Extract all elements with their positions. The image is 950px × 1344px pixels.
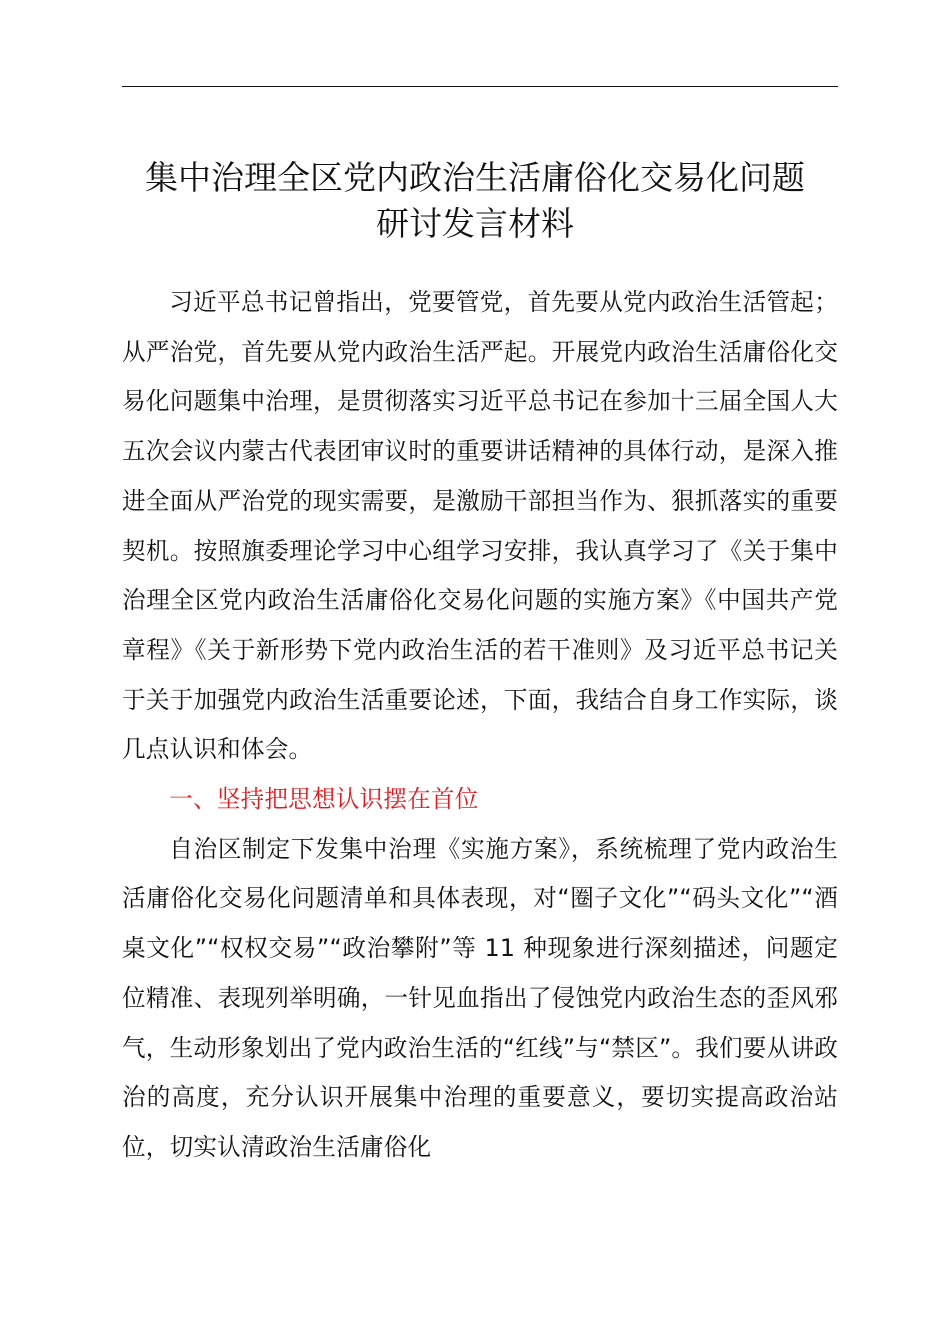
document-title-line-1: 集中治理全区党内政治生活庸俗化交易化问题: [145, 158, 805, 197]
document-title-line-2: 研讨发言材料: [376, 204, 574, 243]
section-heading-1: 一、坚持把思想认识摆在首位: [169, 785, 479, 814]
intro-paragraph: 习近平总书记曾指出，党要管党，首先要从党内政治生活管起；从严治党，首先要从党内政治生活严起。开展党内政治生活庸俗化交易化问题集中治理，是贯彻落实习近平总书记在参加十三届全国人大五次会议内蒙古代表团审议时的重要讲话精神的具体行动，是深入推进全面从严治党的现实需要，是激励干部担当作为、狠抓落实的重要契机。按照旗委理论学习中心组学习安排，我认真学习了《关于集中治理全区党内政治生活庸俗化交易化问题的实施方案》《中国共产党章程》《关于新形势下党内政治生活的若干准则》及习近平总书记关于关于加强党内政治生活重要论述，下面，我结合自身工作实际，谈几点认识和体会。: [122, 288, 838, 764]
section-1-paragraph: 自治区制定下发集中治理《实施方案》，系统梳理了党内政治生活庸俗化交易化问题清单和具体表现，对“圈子文化”“码头文化”“酒桌文化”“权权交易”“政治攀附”等 11 种现象进行深刻描述，问题定位精准、表现列举明确，一针见血指出了侵蚀党内政治生态的歪风邪气，生动形象划出了党内政治生活的“红线”与“禁区”。我们要从讲政治的高度，充分认识开展集中治理的重要意义，要切实提高政治站位，切实认清政治生活庸俗化: [122, 834, 838, 1161]
header-rule: [122, 86, 838, 87]
document-body: [122, 278, 838, 1173]
